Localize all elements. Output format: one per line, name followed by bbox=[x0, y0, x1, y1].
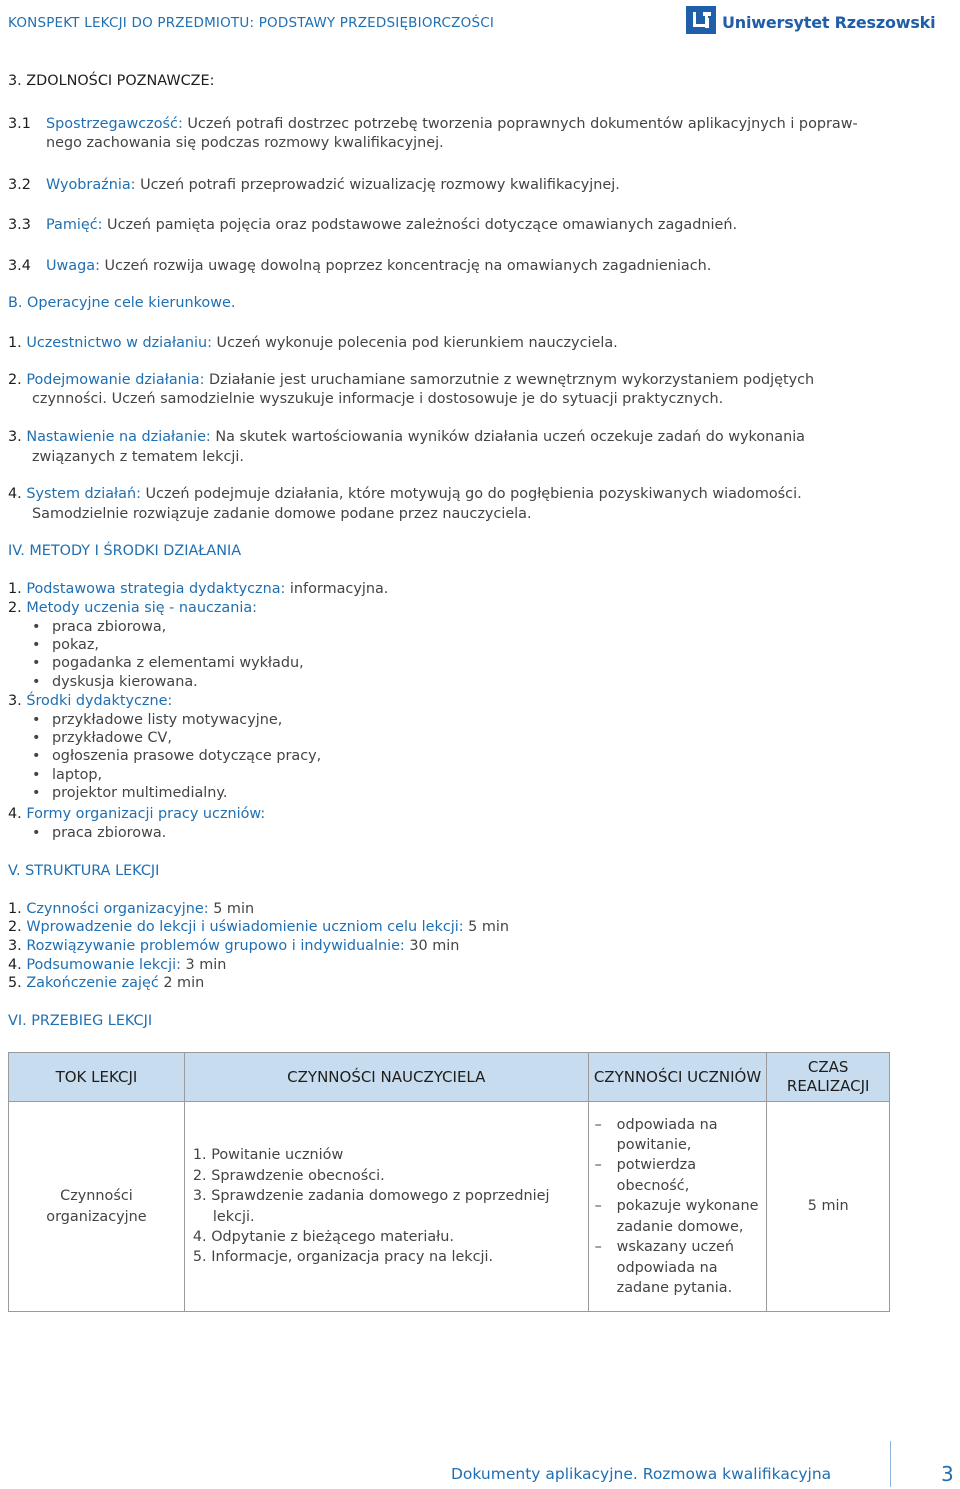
footer-title: Dokumenty aplikacyjne. Rozmowa kwalifikacyjna bbox=[451, 1465, 832, 1483]
item-text: Uczeń wykonuje polecenia pod kierunkiem nauczyciela. bbox=[211, 335, 618, 351]
page-header bbox=[0, 0, 960, 44]
footer-divider bbox=[890, 1441, 891, 1487]
column-header: CZYNNOŚCI NAUCZYCIELA bbox=[184, 1053, 588, 1102]
item-text: 30 min bbox=[404, 938, 460, 954]
list-item-text bbox=[8, 918, 509, 937]
item-text: 5 min bbox=[463, 919, 510, 935]
item-number: 3.1 bbox=[8, 116, 31, 132]
item-number: 3.3 bbox=[8, 217, 31, 233]
list-item-text bbox=[8, 900, 254, 919]
bullet-list bbox=[32, 824, 166, 842]
list-item: 4. Odpytanie z bieżącego materiału. bbox=[192, 1228, 454, 1245]
item-text: Uczeń pamięta pojęcia oraz podstawowe zależności dotyczące omawianych zagadnień. bbox=[102, 217, 738, 233]
item-number: 1. bbox=[8, 901, 22, 917]
list-item-text bbox=[8, 956, 226, 975]
item-label: Wyobraźnia: bbox=[46, 177, 136, 193]
list-item bbox=[8, 115, 31, 134]
item-text: Uczeń podejmuje działania, które motywują go do pogłębienia pozyskiwanych wiadomości. bbox=[140, 486, 802, 502]
section-heading: B. Operacyjne cele kierunkowe. bbox=[8, 295, 236, 311]
list-item-text bbox=[8, 580, 388, 599]
item-text: 5 min bbox=[208, 901, 255, 917]
item-number: 4. bbox=[8, 806, 22, 822]
item-number: 2. bbox=[8, 372, 22, 388]
item-label: Spostrzegawczość: bbox=[46, 116, 183, 132]
list-item-text bbox=[8, 937, 459, 956]
list-item: • laptop, bbox=[32, 766, 321, 784]
item-label: Czynności organizacyjne: bbox=[26, 901, 209, 917]
list-item: • dyskusja kierowana. bbox=[32, 673, 304, 691]
list-item-text bbox=[46, 257, 711, 276]
list-item-text bbox=[8, 692, 172, 711]
item-number: 3.2 bbox=[8, 177, 31, 193]
item-number: 3. bbox=[8, 429, 22, 445]
column-header: CZYNNOŚCI UCZNIÓW bbox=[588, 1053, 767, 1102]
university-logo-icon bbox=[686, 6, 716, 34]
list-item: • praca zbiorowa, bbox=[32, 618, 304, 636]
item-label: Wprowadzenie do lekcji i uświadomienie uczniom celu lekcji: bbox=[26, 919, 464, 935]
table-cell-tok: Czynności organizacyjne bbox=[9, 1102, 185, 1312]
item-label: Podsumowanie lekcji: bbox=[26, 957, 181, 973]
item-text: 2 min bbox=[158, 975, 205, 991]
list-item: – wskazany uczeń odpowiada na zadane pytania. bbox=[595, 1237, 767, 1298]
item-label: Rozwiązywanie problemów grupowo i indywidualnie: bbox=[26, 938, 405, 954]
table-row bbox=[9, 1102, 890, 1312]
list-item: 3. Sprawdzenie zadania domowego z poprzedniej lekcji. bbox=[192, 1188, 550, 1225]
list-item: • przykładowe listy motywacyjne, bbox=[32, 711, 321, 729]
list-item-text bbox=[8, 371, 814, 390]
table-cell-students bbox=[588, 1102, 767, 1312]
item-text: Uczeń potrafi dostrzec potrzebę tworzenia poprawnych dokumentów aplikacyjnych i popraw- bbox=[182, 116, 858, 132]
item-label: Nastawienie na działanie: bbox=[26, 429, 211, 445]
item-label: Podstawowa strategia dydaktyczna: bbox=[26, 581, 286, 597]
item-number: 3. bbox=[8, 938, 22, 954]
list-item: – pokazuje wykonane zadanie domowe, bbox=[595, 1196, 767, 1237]
item-label: Metody uczenia się - nauczania: bbox=[26, 600, 258, 616]
item-text: Na skutek wartościowania wyników działania uczeń oczekuje zadań do wykonania bbox=[210, 429, 806, 445]
item-text-continued: czynności. Uczeń samodzielnie wyszukuje informacje i dostosowuje je do sytuacji praktycznych. bbox=[32, 391, 724, 407]
item-number: 5. bbox=[8, 975, 22, 991]
item-text: informacyjna. bbox=[285, 581, 389, 597]
item-text-continued: związanych z tematem lekcji. bbox=[32, 449, 244, 465]
item-number: 1. bbox=[8, 335, 22, 351]
item-text: Uczeń rozwija uwagę dowolną poprzez koncentrację na omawianych zagadnieniach. bbox=[99, 258, 712, 274]
bullet-list bbox=[32, 618, 304, 691]
item-text-continued: nego zachowania się podczas rozmowy kwalifikacyjnej. bbox=[46, 135, 444, 151]
item-label: Uwaga: bbox=[46, 258, 100, 274]
item-number: 3. bbox=[8, 693, 22, 709]
table-header-row bbox=[9, 1053, 890, 1102]
item-number: 2. bbox=[8, 919, 22, 935]
item-text: Działanie jest uruchamiane samorzutnie z wewnętrznym wykorzystaniem podjętych bbox=[204, 372, 815, 388]
page-number: 3 bbox=[941, 1462, 954, 1486]
list-item: • przykładowe CV, bbox=[32, 729, 321, 747]
list-item-text bbox=[46, 216, 737, 235]
item-text: Uczeń potrafi przeprowadzić wizualizację rozmowy kwalifikacyjnej. bbox=[135, 177, 620, 193]
university-logo-text: Uniwersytet Rzeszowski bbox=[722, 13, 936, 32]
list-item: • pogadanka z elementami wykładu, bbox=[32, 654, 304, 672]
list-item-text bbox=[8, 974, 204, 993]
list-item-text bbox=[8, 599, 257, 618]
list-item-text bbox=[46, 176, 620, 195]
list-item: • praca zbiorowa. bbox=[32, 824, 166, 842]
list-item: – odpowiada na powitanie, bbox=[595, 1115, 767, 1156]
item-label: Zakończenie zajęć bbox=[26, 975, 159, 991]
section-heading: VI. PRZEBIEG LEKCJI bbox=[8, 1013, 153, 1029]
list-item: 5. Informacje, organizacja pracy na lekcji. bbox=[192, 1249, 494, 1266]
item-number: 3.4 bbox=[8, 258, 31, 274]
item-label: System działań: bbox=[26, 486, 141, 502]
section-heading: 3. ZDOLNOŚCI POZNAWCZE: bbox=[8, 73, 215, 89]
list-item-text bbox=[8, 805, 265, 824]
item-label: Formy organizacji pracy uczniów: bbox=[26, 806, 266, 822]
list-item-text bbox=[8, 485, 802, 504]
lesson-plan-table bbox=[8, 1052, 890, 1312]
item-text: 3 min bbox=[180, 957, 227, 973]
item-number: 2. bbox=[8, 600, 22, 616]
item-label: Podejmowanie działania: bbox=[26, 372, 205, 388]
bullet-list bbox=[32, 711, 321, 802]
item-text-continued: Samodzielnie rozwiązuje zadanie domowe podane przez nauczyciela. bbox=[32, 506, 532, 522]
header-title: KONSPEKT LEKCJI DO PRZEDMIOTU: PODSTAWY PRZEDSIĘBIORCZOŚCI bbox=[8, 15, 495, 31]
item-number: 4. bbox=[8, 486, 22, 502]
item-label: Uczestnictwo w działaniu: bbox=[26, 335, 212, 351]
column-header: CZAS REALIZACJI bbox=[767, 1053, 890, 1102]
list-item-text bbox=[8, 428, 805, 447]
list-item: • pokaz, bbox=[32, 636, 304, 654]
list-item: 1. Powitanie uczniów bbox=[192, 1147, 344, 1164]
column-header: TOK LEKCJI bbox=[9, 1053, 185, 1102]
list-item-text bbox=[8, 334, 618, 353]
list-item: 2. Sprawdzenie obecności. bbox=[192, 1167, 385, 1184]
list-item: • ogłoszenia prasowe dotyczące pracy, bbox=[32, 747, 321, 765]
section-heading: V. STRUKTURA LEKCJI bbox=[8, 863, 160, 879]
section-heading: IV. METODY I ŚRODKI DZIAŁANIA bbox=[8, 543, 242, 559]
table-cell-time: 5 min bbox=[767, 1102, 890, 1312]
item-label: Pamięć: bbox=[46, 217, 103, 233]
item-label: Środki dydaktyczne: bbox=[26, 693, 173, 709]
item-number: 1. bbox=[8, 581, 22, 597]
list-item-text bbox=[46, 115, 858, 134]
list-item: – potwierdza obecność, bbox=[595, 1155, 767, 1196]
list-item: • projektor multimedialny. bbox=[32, 784, 321, 802]
item-number: 4. bbox=[8, 957, 22, 973]
table-cell-teacher bbox=[184, 1102, 588, 1312]
